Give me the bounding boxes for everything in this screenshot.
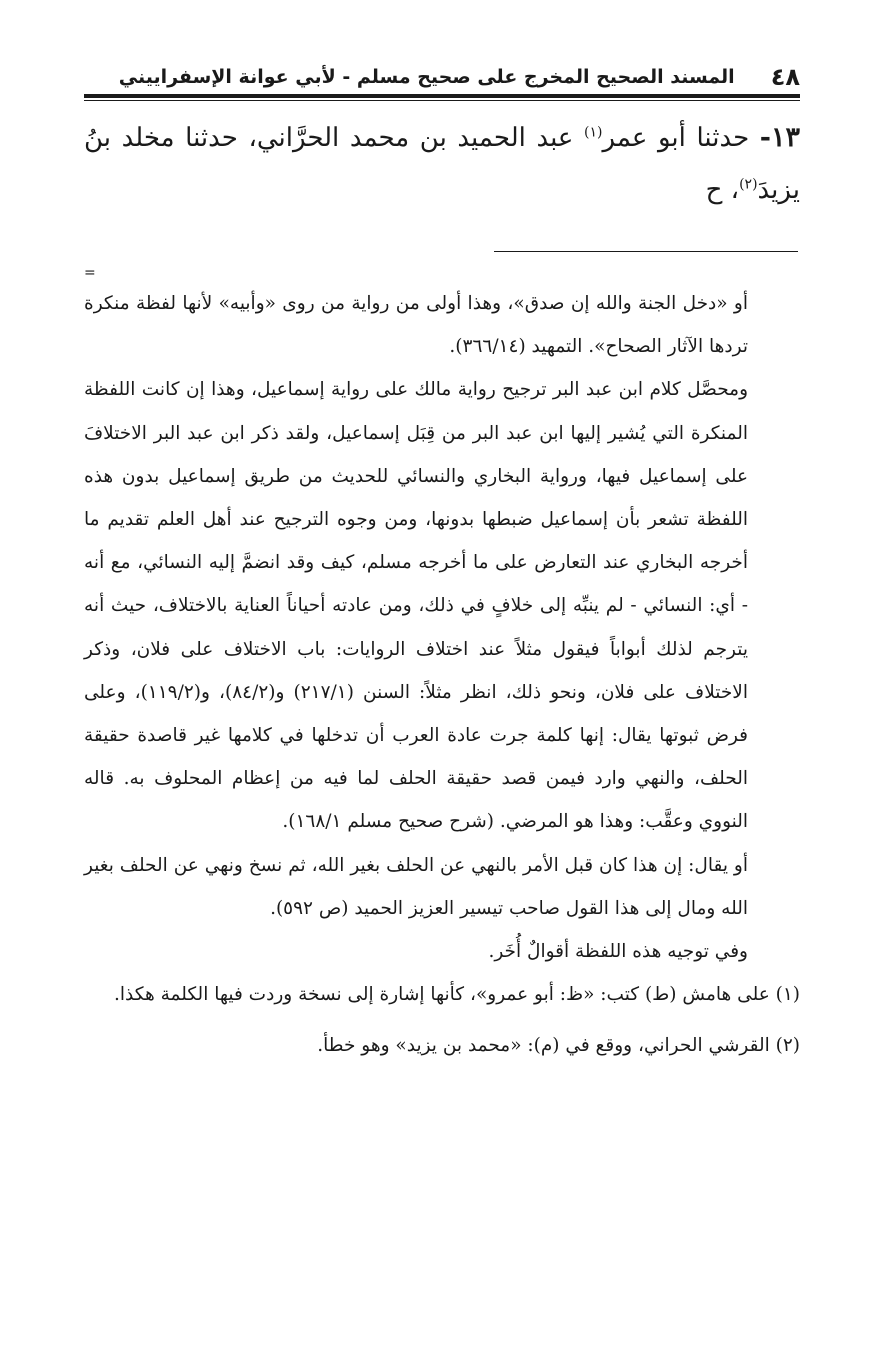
hadith-text-part-2: عبد الحميد بن محمد الحرَّاني، حدثنا مخلد بنُ يزيدَ <box>84 123 800 205</box>
running-title: المسند الصحيح المخرج على صحيح مسلم - لأبي عوانة الإسفراييني <box>118 66 735 88</box>
header-rule-thin <box>84 100 800 101</box>
header-rule-thick <box>84 94 800 98</box>
footnotes <box>84 282 800 1068</box>
footnote-continued-paragraph: أو يقال: إن هذا كان قبل الأمر بالنهي عن الحلف بغير الله، ثم نسخ ونهي عن الحلف بغير الله ومال إلى هذا القول صاحب تيسير العزيز الحميد (ص ٥٩٢). <box>84 854 748 919</box>
footnote-continued-paragraph: ومحصَّل كلام ابن عبد البر ترجيح رواية مالك على رواية إسماعيل، وهذا إن كانت اللفظة المنكرة التي يُشير إليها ابن عبد البر من قِبَل إسماعيل، ولقد ذكر ابن عبد البر الاختلافَ على إسماعيل فيها، ورواية البخاري والنسائي للحديث من طريق إسماعيل بدون هذه اللفظة تشعر بأن إسماعيل ضبطها بدونها، ومن وجوه الترجيح عند أهل العلم تقديم ما أخرجه البخاري عند التعارض على ما أخرجه مسلم، كيف وقد انضمَّ إليه النسائي، مع أنه - أي: النسائي - لم ينبِّه إلى خلافٍ في ذلك، ومن عادته أحياناً العناية بالاختلاف، حيث أنه يترجم لذلك أبواباً فيقول مثلاً عند اختلاف الروايات: باب الاختلاف على فلان، وذكر الاختلاف على فلان، ونحو ذلك، انظر مثلاً: السنن (٢١٧/١) و(٨٤/٢)، و(١١٩/٢)، وعلى فرض ثبوتها يقال: إنها كلمة جرت عادة العرب أن تدخلها في كلامها غير قاصدة حقيقة الحلف، والنهي وارد فيمن قصد حقيقة الحلف لما فيه من إعظام المحلوف به. قاله النووي وعقَّب: وهذا هو المرضي. (شرح صحيح مسلم ١٦٨/١). <box>84 379 748 833</box>
hadith-number: ١٣- <box>759 122 800 153</box>
continuation-mark: = <box>84 265 96 281</box>
hadith-text <box>84 112 800 216</box>
footnote-1: (١) على هامش (ط) كتب: «ظ: أبو عمرو»، كأنها إشارة إلى نسخة وردت فيها الكلمة هكذا. <box>114 984 800 1006</box>
hadith-text-part-3: ، ح <box>705 175 740 205</box>
footnote-ref-2: (٢) <box>739 176 758 193</box>
footnote-continued-paragraph: أو «دخل الجنة والله إن صدق»، وهذا أولى من رواية من روى «وأبيه» لأنها لفظة منكرة تردها الآثار الصحاح». التمهيد (٣٦٦/١٤). <box>84 293 748 358</box>
footnote-continued-paragraph: وفي توجيه هذه اللفظة أقوالٌ أُخَر. <box>488 941 748 963</box>
hadith-text-part-1: حدثنا أبو عمر <box>602 123 760 153</box>
footnote-separator <box>494 251 798 252</box>
footnote-ref-1: (١) <box>584 124 603 141</box>
page-header <box>84 54 800 92</box>
footnote-2: (٢) القرشي الحراني، ووقع في (م): «محمد بن يزيد» وهو خطأ. <box>317 1035 800 1057</box>
page-number: ٤٨ <box>770 63 800 91</box>
